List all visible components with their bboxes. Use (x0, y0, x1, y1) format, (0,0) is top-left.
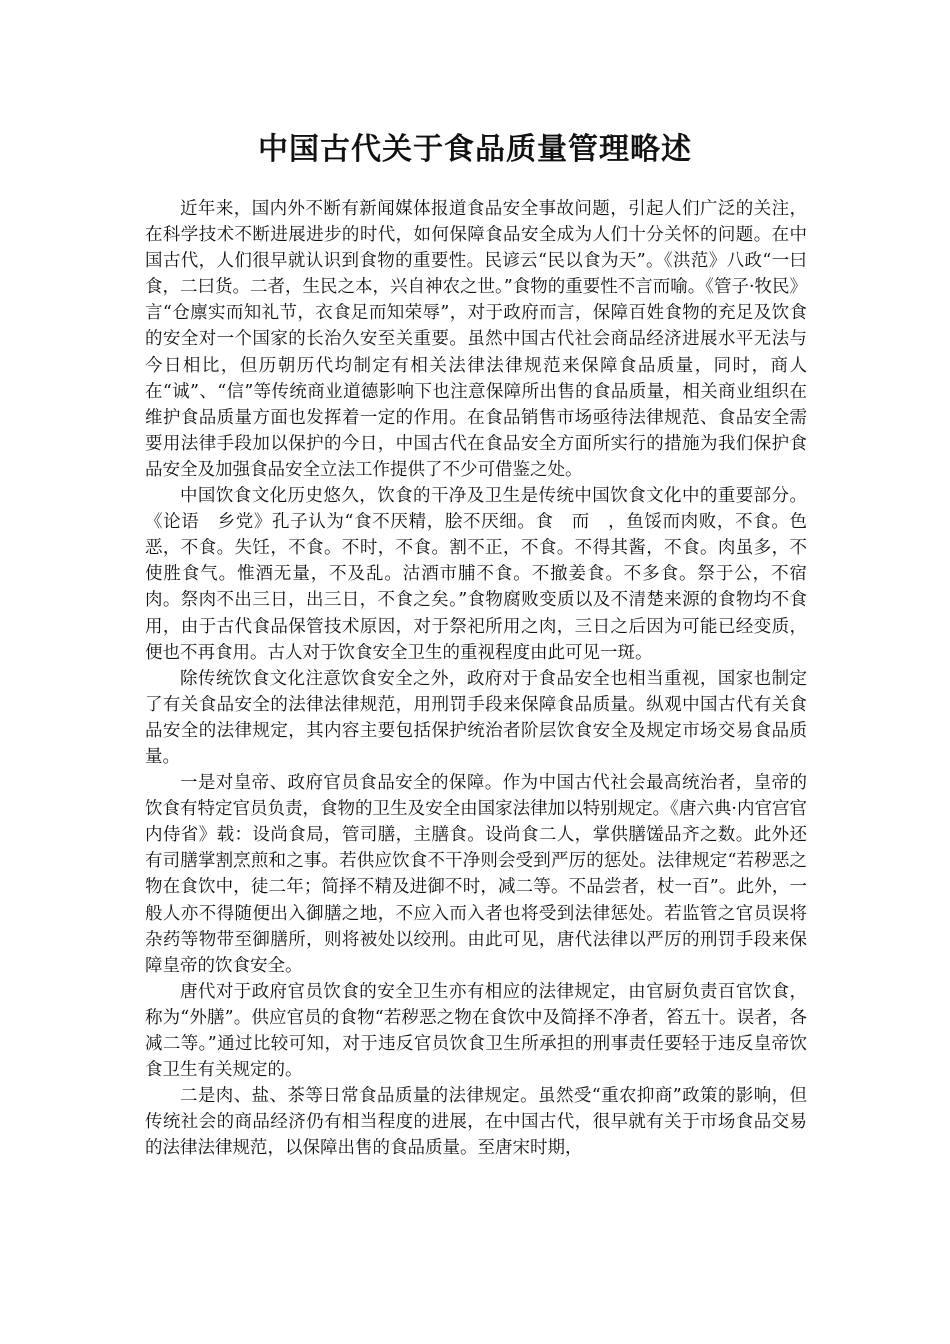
paragraph-intro: 近年来，国内外不断有新闻媒体报道食品安全事故问题，引起人们广泛的关注，在科学技术不断进展进步的时代，如何保障食品安全成为人们十分关怀的问题。在中国古代，人们很早就认识到食物的重要性。民谚云“民以食为天”。《洪范》八政“一曰食，二曰货。二者，生民之本，兴自神农之世。”食物的重要性不言而喻。《管子·牧民》言“仓廪实而知礼节，衣食足而知荣辱”，对于政府而言，保障百姓食物的充足及饮食的安全对一个国家的长治久安至关重要。虽然中国古代社会商品经济进展水平无法与今日相比，但历朝历代均制定有相关法律法律规范来保障食品质量，同时，商人在“诚”、“信”等传统商业道德影响下也注意保障所出售的食品质量，相关商业组织在维护食品质量方面也发挥着一定的作用。在食品销售市场亟待法律规范、食品安全需要用法律手段加以保护的今日，中国古代在食品安全方面所实行的措施为我们保护食品安全及加强食品安全立法工作提供了不少可借鉴之处。 (145, 199, 808, 480)
paragraph-official-meals: 唐代对于政府官员饮食的安全卫生亦有相应的法律规定，由官厨负责百官饮食，称为“外膳”。供应官员的食物“若秽恶之物在食饮中及简择不净者，笞五十。误者，各减二等。”通过比较可知，对于违反官员饮食卫生所承担的刑事责任要轻于违反皇帝饮食卫生有关规定的。 (145, 981, 807, 1081)
paragraph-food-culture: 中国饮食文化历史悠久，饮食的干净及卫生是传统中国饮食文化中的重要部分。《论语 乡党》孔子认为“食不厌精，脍不厌细。食 而 ，鱼馁而肉败，不食。色恶，不食。失饪，不食。不时，不食。割不正，不食。不得其酱，不食。肉虽多，不使胜食气。惟酒无量，不及乱。沽酒市脯不食。不撤姜食。不多食。祭于公，不宿肉。祭肉不出三日，出三日，不食之矣。”食物腐败变质以及不清楚来源的食物均不食用，由于古代食品保管技术原因，对于祭祀所用之肉，三日之后因为可能已经变质，便也不再食用。古人对于饮食安全卫生的重视程度由此可见一斑。 (145, 486, 807, 663)
paragraph-emperor-safety: 一是对皇帝、政府官员食品安全的保障。作为中国古代社会最高统治者，皇帝的饮食有特定官员负责，食物的卫生及安全由国家法律加以特别规定。《唐六典·内官宫官内侍省》载：设尚食局，管司膳，主膳食。设尚食二人，掌供膳馐品齐之数。此外还有司膳掌割烹煎和之事。若供应饮食不干净则会受到严厉的惩处。法律规定“若秽恶之物在食饮中，徒二年；简择不精及进御不时，减二等。不品尝者，杖一百”。此外，一般人亦不得随便出入御膳之地，不应入而入者也将受到法律惩处。若监管之官员误将杂药等物带至御膳所，则将被处以绞刑。由此可见，唐代法律以严厉的刑罚手段来保障皇帝的饮食安全。 (145, 773, 807, 976)
paragraph-daily-food-law: 二是肉、盐、茶等日常食品质量的法律规定。虽然受“重农抑商”政策的影响，但传统社会的商品经济仍有相当程度的进展，在中国古代，很早就有关于市场食品交易的法律法律规范，以保障出售的食品质量。至唐宋时期， (145, 1086, 807, 1159)
document-title: 中国古代关于食品质量管理略述 (258, 132, 692, 167)
document-body (145, 196, 807, 1161)
paragraph-government-law: 除传统饮食文化注意饮食安全之外，政府对于食品安全也相当重视，国家也制定了有关食品安全的法律法律规范，用刑罚手段来保障食品质量。纵观中国古代有关食品安全的法律规定，其内容主要包括保护统治者阶层饮食安全及规定市场交易食品质量。 (145, 668, 807, 767)
